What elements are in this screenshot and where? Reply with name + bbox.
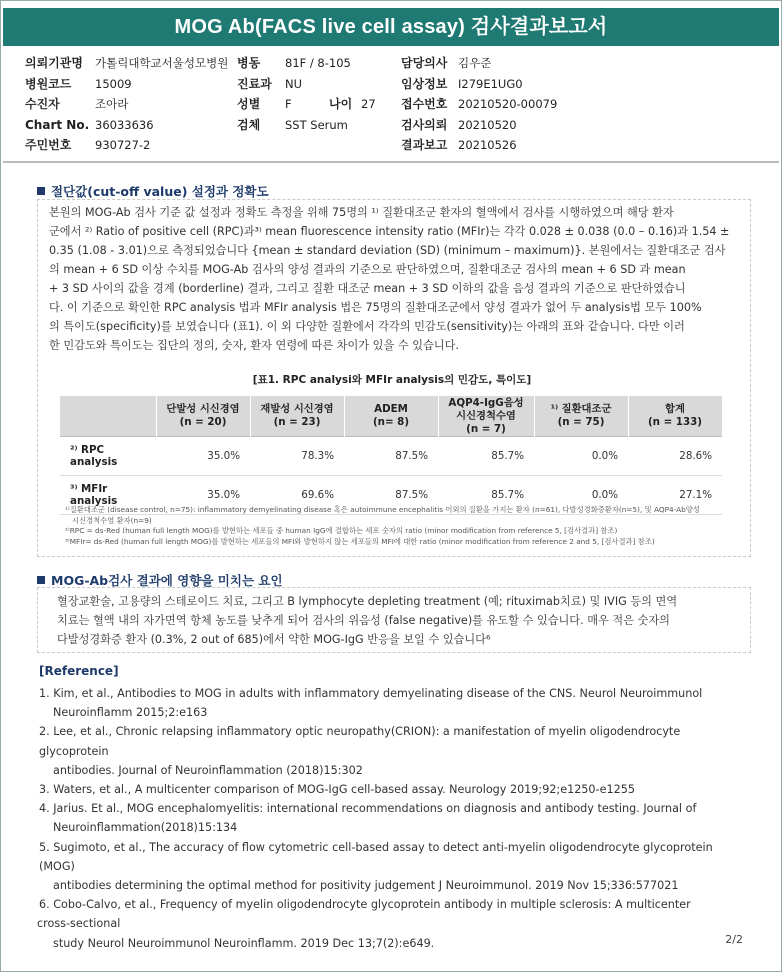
info-column-3 <box>401 53 557 156</box>
age-value: 27 <box>361 97 376 111</box>
info-value: NU <box>285 76 303 91</box>
section-cutoff-heading <box>37 182 269 200</box>
table-title: [표1. RPC analysi와 MFIr analysis의 민감도, 특이도] <box>252 374 532 386</box>
info-value: 81F / 8-105 <box>285 56 351 70</box>
table-cell: 85.7% <box>438 476 534 515</box>
info-row <box>237 115 351 136</box>
text-line: 다. 이 기준으로 확인한 RPC analysis 법과 MFIr analysis 법은 75명의 질환대조군에서 양성 결과가 없어 두 analysis법 모두 100% <box>49 301 702 314</box>
info-row <box>401 53 557 74</box>
info-label: 의뢰기관명 <box>25 56 83 70</box>
table-row-label: ²⁾ RPC analysis <box>60 437 156 476</box>
table-corner-cell <box>60 396 156 437</box>
info-label: 주민번호 <box>25 138 72 152</box>
info-label: 병동 <box>237 56 261 70</box>
info-value: F <box>285 97 292 111</box>
text-line: 다발성경화증 환자 (0.3%, 2 out of 685)에서 약한 MOG-IgG 반응을 보일 수 있습니다⁶ <box>57 633 491 646</box>
info-value: 15009 <box>95 76 132 91</box>
text-line: 0.35 (1.08 - 3.01)으로 측정되었습니다 {mean ± standard deviation (SD) (minimum – maximum)}. 본원에서는 질환대조군 검사 <box>49 244 726 257</box>
footnote: 시신경척수염 환자(n=9) <box>65 515 152 525</box>
reference-item: 6. Cobo-Calvo, et al., Frequency of myelin oligodendrocyte glycoprotein antibody in multiple sclerosis: A multicenter cross-sectional study Neurol Neuroimmunol Neuroinflamm. 2019 Dec 13;7(2):e649. <box>37 898 691 950</box>
footnote: ¹⁾질환대조군 (disease control, n=75): inflammatory demyelinating disease 혹은 autoimmune encephalitis 이외의 질환을 가지는 환자 (n=61), 다발성경화증환자(n=5), 및 AQP4-Ab양성 <box>65 505 700 514</box>
sensitivity-table <box>60 396 723 515</box>
table-cell: 0.0% <box>534 476 628 515</box>
info-label: 검체 <box>237 117 261 132</box>
text-line: 한 민감도와 특이도는 집단의 정의, 숫자, 환자 연령에 따른 차이가 있을 수 있습니다. <box>49 339 459 352</box>
info-label: Chart No. <box>25 117 90 132</box>
footnote: ³⁾MFIr= ds-Red (human full length MOG)를 발현하는 세포들의 MFI와 발현하지 않는 세포들의 MFI에 대한 ratio (minor modification from reference 2 and 5, [검사결과] 참조) <box>65 536 655 546</box>
table-cell: 85.7% <box>438 437 534 476</box>
info-value: 20210526 <box>458 138 517 152</box>
table-cell: 35.0% <box>156 437 250 476</box>
reference-item: 1. Kim, et al., Antibodies to MOG in adults with inflammatory demyelinating disease of the CNS. Neurol Neuroimmunol Neuroinflamm 2015;2:e163 <box>39 687 703 720</box>
age-label: 나이 <box>329 97 353 111</box>
info-label: 임상정보 <box>401 76 448 91</box>
info-value: 조아라 <box>95 97 129 111</box>
info-value: 36033636 <box>95 117 154 132</box>
table-cell: 87.5% <box>344 476 438 515</box>
table-cell: 0.0% <box>534 437 628 476</box>
table-header-row <box>60 396 722 437</box>
table-footnotes <box>65 505 729 547</box>
reference-item: 5. Sugimoto, et al., The accuracy of flow cytometric cell-based assay to detect anti-myelin oligodendrocyte glycoprotein (MOG) antibodies determining the optimal method for positivity judgement J Neuroimmunol. 2019 Nov 15;336:577021 <box>39 840 713 893</box>
info-row <box>401 135 557 156</box>
info-label: 검사의뢰 <box>401 117 448 132</box>
info-label: 수진자 <box>25 97 60 111</box>
info-label: 담당의사 <box>401 56 448 70</box>
table-row <box>60 437 722 476</box>
info-value: 김우준 <box>458 56 492 70</box>
table-cell: 87.5% <box>344 437 438 476</box>
reference-item: 3. Waters, et al., A multicenter comparison of MOG-IgG cell-based assay. Neurology 2019;92;e1250-e1255 <box>39 783 635 797</box>
info-row <box>401 94 557 115</box>
section-cutoff-text <box>49 203 749 355</box>
info-value: SST Serum <box>285 117 348 132</box>
table-header-cell: 합계 (n = 133) <box>628 396 722 437</box>
square-bullet-icon <box>37 187 45 195</box>
section-cutoff-title: 절단값(cut-off value) 설정과 정확도 <box>51 184 269 199</box>
table-header-cell: AQP4-IgG음성 시신경척수염 (n = 7) <box>438 396 534 437</box>
info-row <box>401 115 557 136</box>
text-line: 군에서 ²⁾ Ratio of positive cell (RPC)과³⁾ mean fluorescence intensity ratio (MFIr)는 각각 0.028 ± 0.038 (0.0 – 0.16)과 1.54 ± <box>49 225 730 238</box>
info-label: 진료과 <box>237 76 272 91</box>
report-title: MOG Ab(FACS live cell assay) 검사결과보고서 <box>3 8 779 46</box>
reference-item: 2. Lee, et al., Chronic relapsing inflammatory optic neuropathy(CRION): a manifestation of myelin oligodendrocyte glycoprotein antibodies. Journal of Neuroinflammation (2018)15:302 <box>39 725 681 777</box>
table-row-label: ³⁾ MFIr analysis <box>60 476 156 515</box>
info-row <box>25 94 228 115</box>
info-value: 20210520-00079 <box>458 97 558 111</box>
page-number: 2/2 <box>725 933 743 946</box>
info-label: 병원코드 <box>25 76 72 91</box>
text-line: 혈장교환술, 고용량의 스테로이드 치료, 그리고 B lymphocyte depleting treatment (예; rituximab치료) 및 IVIG 등의 면역 <box>57 595 678 608</box>
info-value: I279E1UG0 <box>458 76 523 91</box>
info-row <box>25 53 228 74</box>
info-row <box>25 74 228 95</box>
info-row <box>25 135 228 156</box>
section-factors-title: MOG-Ab검사 결과에 영향을 미치는 요인 <box>51 573 283 588</box>
info-row <box>401 74 557 95</box>
table-cell: 78.3% <box>250 437 344 476</box>
info-label: 성별 <box>237 97 261 111</box>
info-row <box>25 115 228 136</box>
info-value: 가톨릭대학교서울성모병원 <box>95 56 229 70</box>
footnote: ²⁾RPC = ds-Red (human full length MOG)를 발현하는 세포들 중 human IgG에 결합하는 세포 숫자의 ratio (minor modification from reference 5, [검사결과] 참조) <box>65 526 618 535</box>
table-header-cell: 재발성 시신경염 (n = 23) <box>250 396 344 437</box>
text-line: + 3 SD 사이의 값을 경계 (borderline) 결과, 그리고 질환 대조군 mean + 3 SD 이하의 값을 음성 결과의 기준으로 판단하였습니 <box>49 282 686 295</box>
info-label: 결과보고 <box>401 138 448 152</box>
table-cell: 28.6% <box>628 437 722 476</box>
text-line: 본원의 MOG-Ab 검사 기준 값 설정과 정확도 측정을 위해 75명의 ¹⁾ 질환대조군 환자의 혈액에서 검사를 시행하였으며 해당 환자 <box>49 206 674 219</box>
table-header-cell: ADEM (n= 8) <box>344 396 438 437</box>
text-line: 의 특이도(specificity)를 보였습니다 (표1). 이 외 다양한 질환에서 각각의 민감도(sensitivity)는 아래의 표와 같습니다. 다만 이러 <box>49 320 685 333</box>
table-header-cell: ¹⁾ 질환대조군 (n = 75) <box>534 396 628 437</box>
info-label: 접수번호 <box>401 97 448 111</box>
info-value: 20210520 <box>458 117 517 132</box>
table-header-cell: 단발성 시신경염 (n = 20) <box>156 396 250 437</box>
reference-item: 4. Jarius. Et al., MOG encephalomyelitis: international recommendations on diagnosis and antibody testing. Journal of Neuroinflammation(2018)15:134 <box>39 802 697 835</box>
table-cell: 27.1% <box>628 476 722 515</box>
section-factors-text <box>57 592 747 649</box>
info-column-1 <box>25 53 228 156</box>
table-cell: 69.6% <box>250 476 344 515</box>
header-divider <box>3 161 779 163</box>
square-bullet-icon <box>37 576 45 584</box>
info-value: 930727-2 <box>95 138 151 152</box>
text-line: 치료는 혈액 내의 자가면역 항체 농도를 낮추게 되어 검사의 위음성 (false negative)를 유도할 수 있습니다. 매우 적은 숫자의 <box>57 614 670 627</box>
info-row <box>237 53 351 74</box>
table-cell: 35.0% <box>156 476 250 515</box>
text-line: 의 mean + 6 SD 이상 수치를 MOG-Ab 검사의 양성 결과의 기준으로 판단하였으며, 질환대조군 검사의 mean + 6 SD 과 mean <box>49 263 686 276</box>
reference-heading: [Reference] <box>39 664 119 678</box>
info-row <box>237 74 351 95</box>
reference-list <box>39 684 751 953</box>
